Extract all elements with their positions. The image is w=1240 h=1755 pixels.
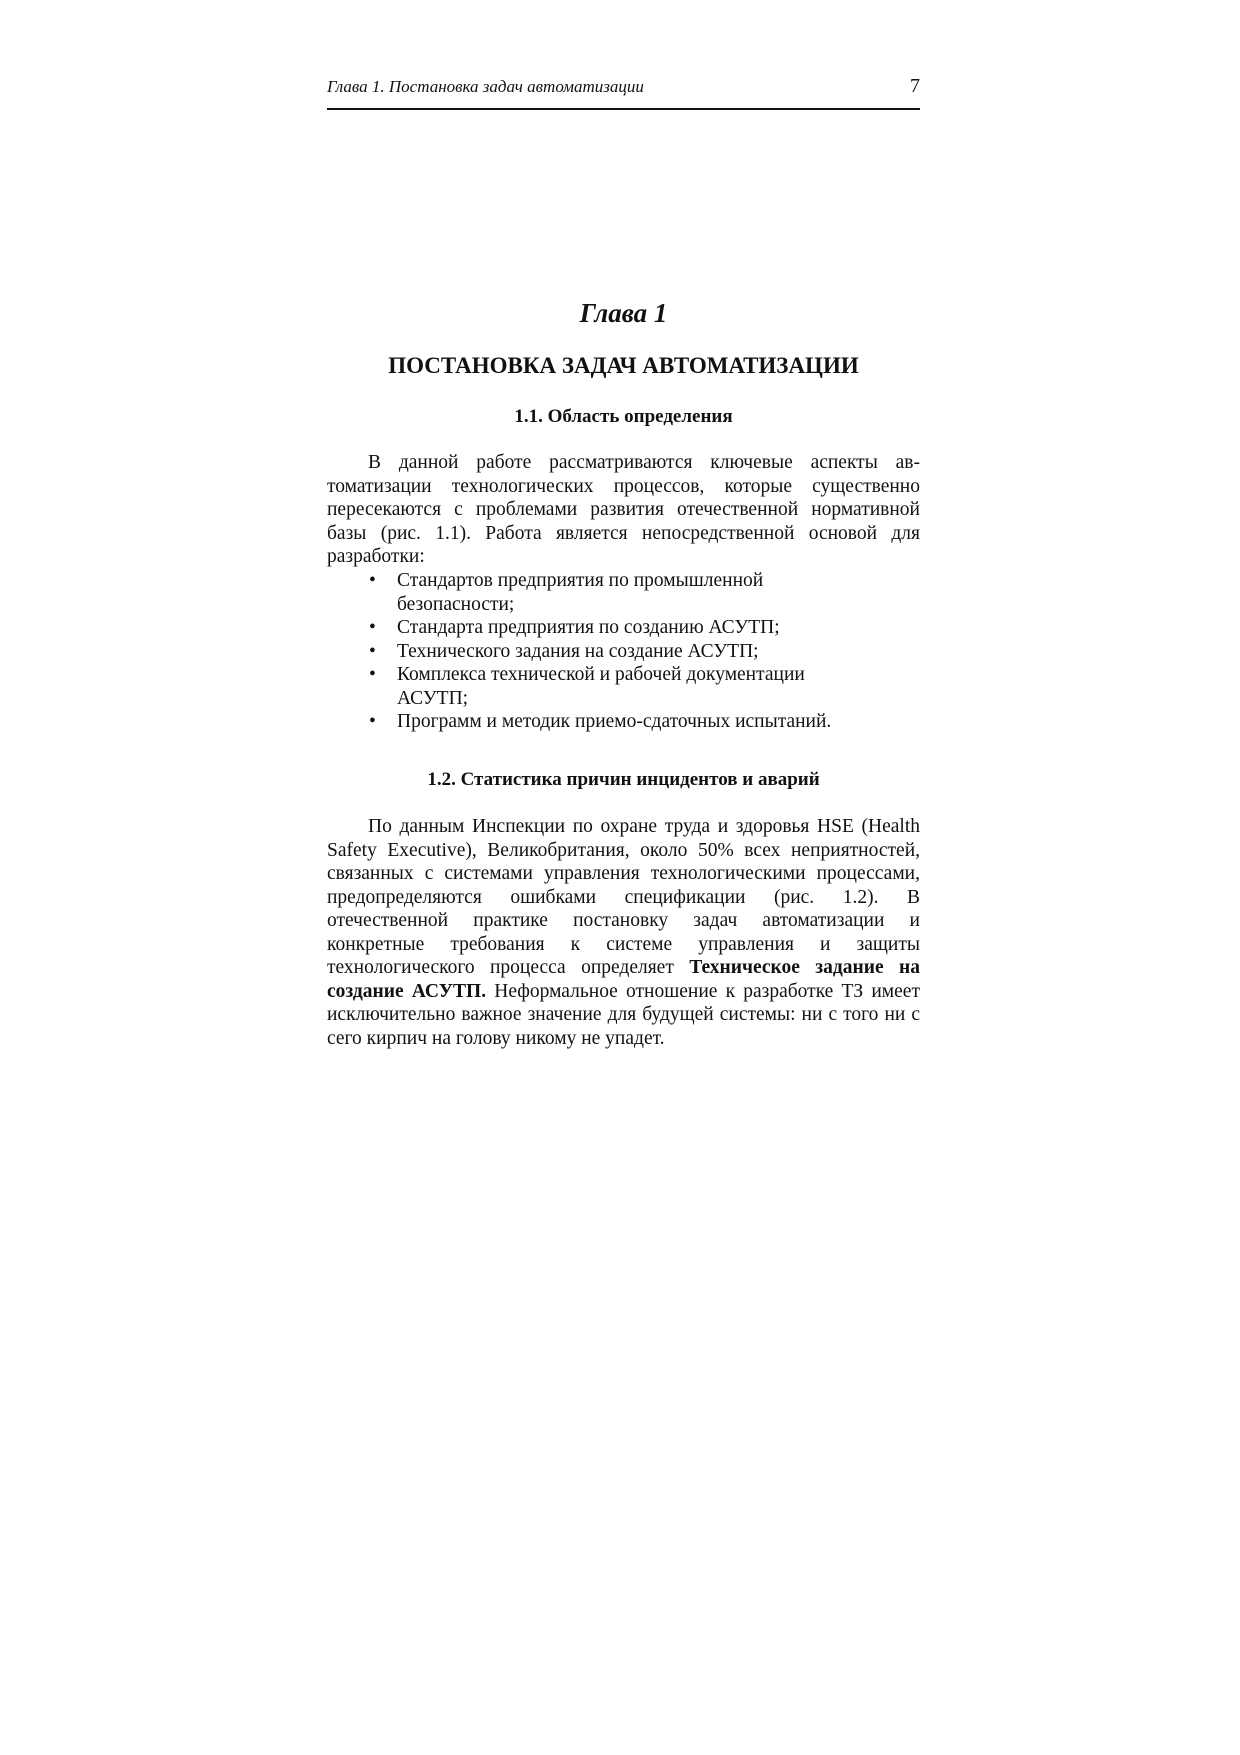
section-2-paragraph-bold: Техническое задание на создание АСУТП. <box>327 957 920 1002</box>
list-item <box>327 569 920 616</box>
bullet-list <box>327 569 920 734</box>
section-2-paragraph <box>327 815 920 1050</box>
bullet-icon: • <box>369 664 376 685</box>
list-item-text: Стандарта предприятия по созданию АСУТП; <box>397 617 780 638</box>
list-item-text: Комплекса технической и рабочей документации АСУТП; <box>397 664 805 709</box>
list-item-text: Технического задания на создание АСУТП; <box>397 640 759 662</box>
list-item <box>327 616 920 640</box>
list-item <box>327 640 920 664</box>
section-2-heading: 1.2. Статистика причин инцидентов и аварий <box>427 769 820 790</box>
section-2-paragraph-start: По данным Инспекции по охране труда и здоровья HSE (Health Safety Executive), Великобритания, около 50% всех неприятностей, связанных с системами управления технологическими процессами, предопределяются ошибками спецификации (рис. 1.2). В отечественной практике постановку задач автоматизации и конкретные требования к системе управления и защиты технологического процесса определяет <box>327 816 920 978</box>
list-item-text: Программ и методик приемо-сдаточных испытаний. <box>397 711 832 732</box>
section-2-paragraph-end: Неформальное отношение к разработке ТЗ имеет исключительно важное значение для будущей системы: ни с того ни с сего кирпич на голову никому не упадет. <box>327 980 920 1049</box>
bullet-icon: • <box>369 640 376 662</box>
list-item <box>327 663 920 710</box>
bullet-icon: • <box>369 617 376 638</box>
bullet-icon: • <box>369 570 376 591</box>
chapter-label: Глава 1 <box>579 298 668 328</box>
bullet-icon: • <box>369 711 376 732</box>
section-1-heading: 1.1. Область определения <box>514 406 733 427</box>
list-item-text: Стандартов предприятия по промышленной безопасности; <box>397 570 764 615</box>
running-title: Глава 1. Постановка задач автоматизации <box>327 77 644 96</box>
section-1-paragraph: В данной работе рассматриваются ключевые аспекты автоматизации технологических процессов, которые существенно пересекаются с проблемами развития отечественной нормативной базы (рис. 1.1). Работа является непосредственной основой для разработки: <box>327 452 920 567</box>
page-number: 7 <box>910 75 920 97</box>
list-item <box>327 710 920 734</box>
running-header <box>327 76 920 110</box>
book-page <box>327 0 920 1755</box>
chapter-title: ПОСТАНОВКА ЗАДАЧ АВТОМАТИЗАЦИИ <box>388 353 859 378</box>
